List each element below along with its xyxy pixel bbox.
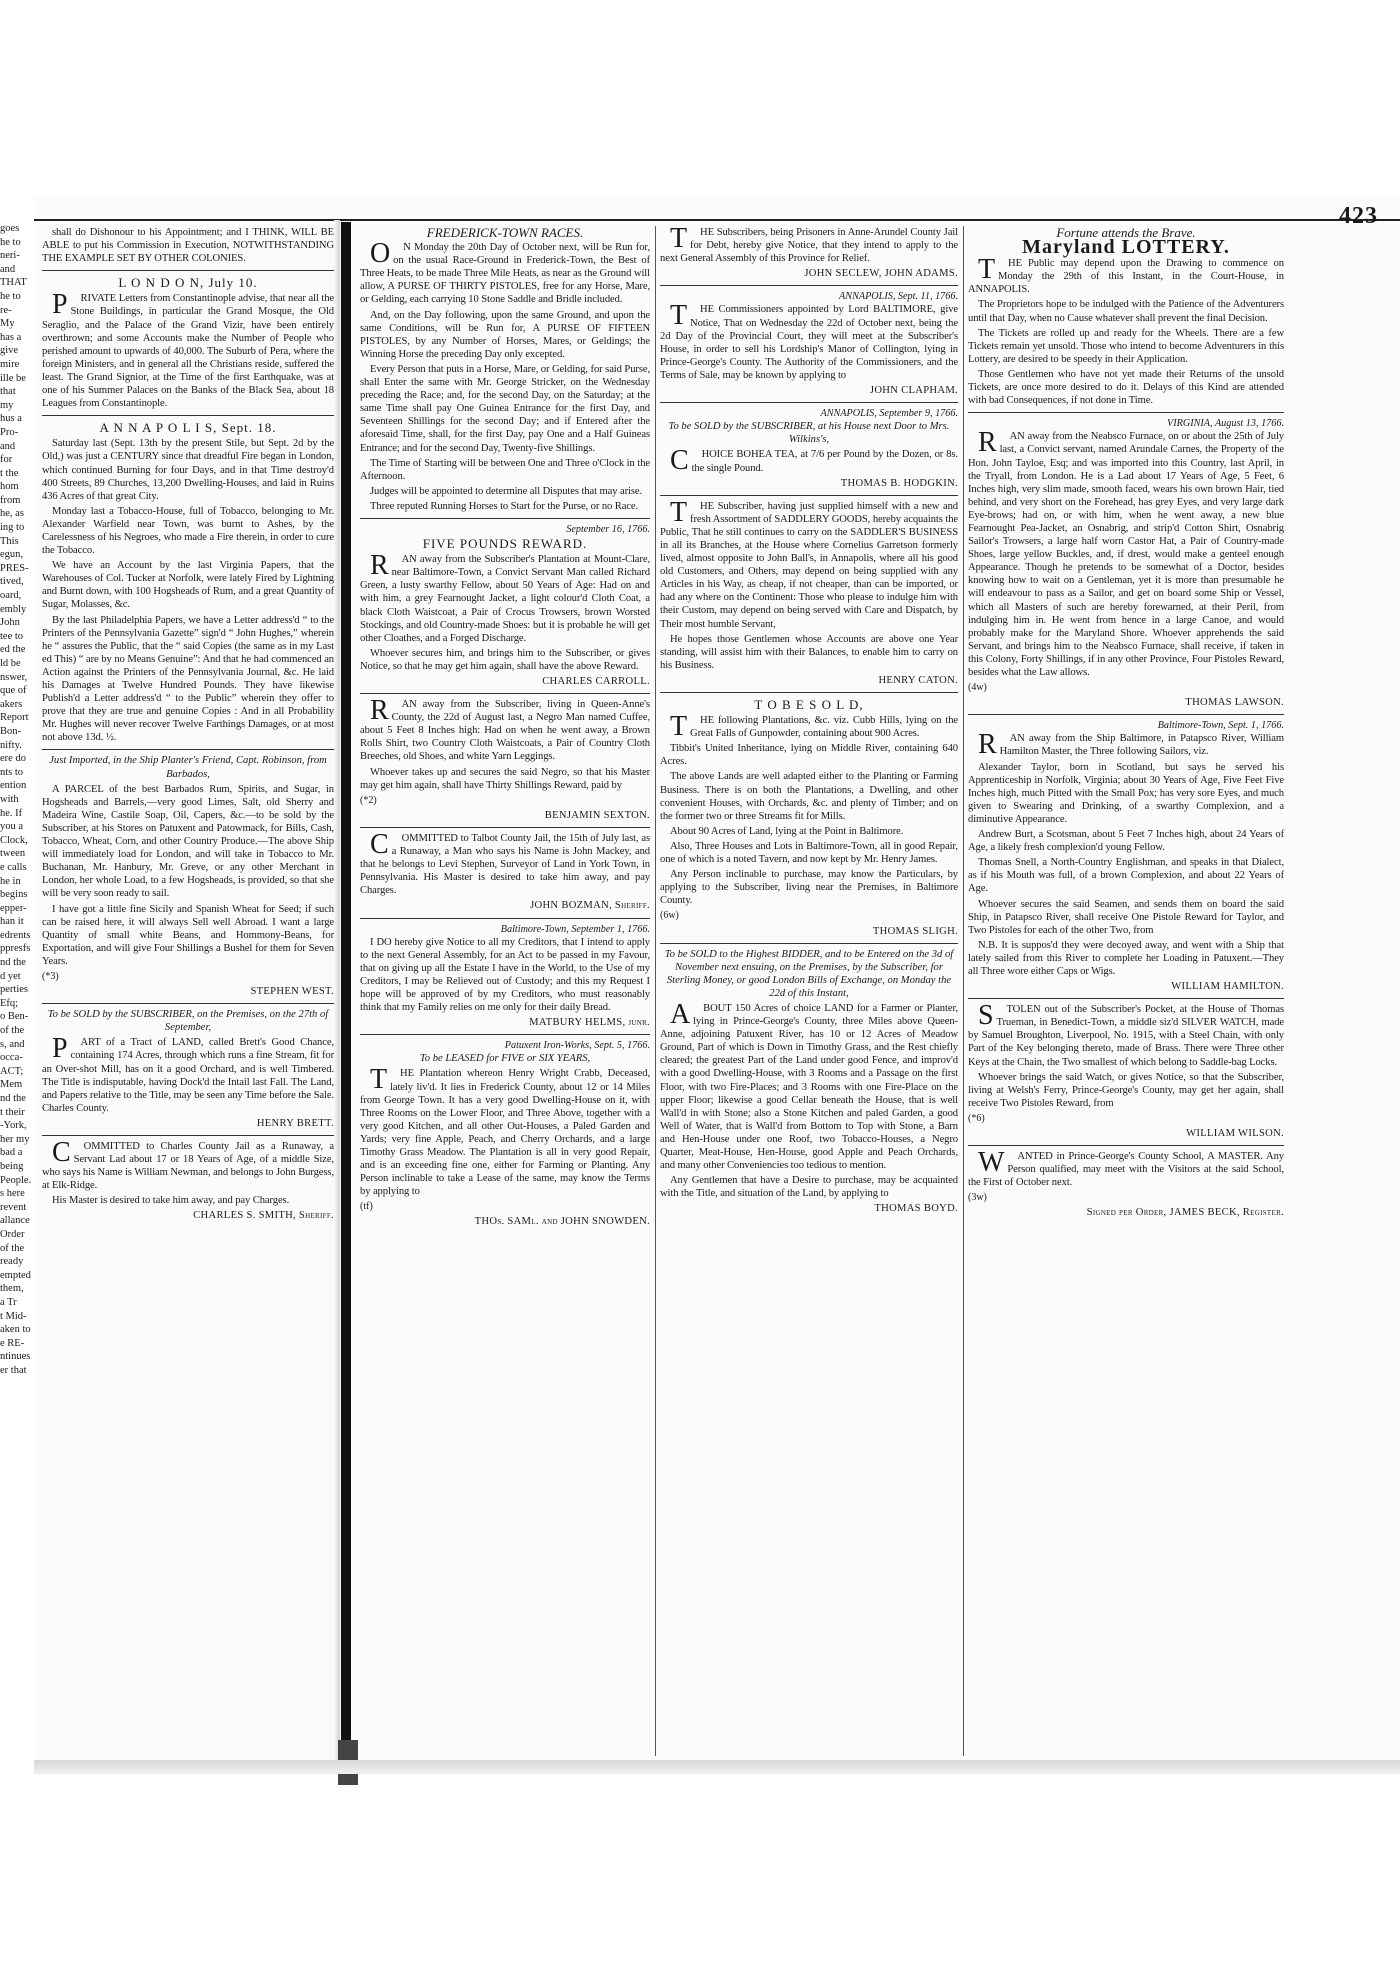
left-fragment-line: that [0,386,16,398]
left-fragment-line: ere do [0,753,26,765]
article-paragraph: Whoever secures the said Seamen, and sends them on board the said Ship, in Patapsco River, shall receive One Pistole Reward for Taylor, and Two Pistoles for each of the other Two, from [968,898,1284,936]
article [968,412,1284,709]
insertion-mark: (3w) [968,1192,987,1204]
article [968,714,1284,993]
article-paragraph: Judges will be appointed to determine all Disputes that may arise. [370,485,643,497]
article [360,1034,650,1228]
left-fragment-line: Clock, [0,834,28,846]
left-fragment-line: ready [0,1256,24,1268]
article-signature: Signed per Order, JAMES BECK, Register. [1086,1207,1284,1219]
article [660,402,958,490]
article-paragraph: COMMITTED to Talbot County Jail, the 15th of July last, as a Runaway, a Man who says his Name is John Mackey, and that he belongs to Levi Stephen, Surveyor of Land in York Town, in Pennsylvania. His Master is desired to take him away, and pay Charges. [360,828,650,897]
left-fragment-line: er that [0,1364,27,1376]
left-fragment-line: t their [0,1106,25,1118]
article-paragraph: COMMITTED to Charles County Jail as a Runaway, a Servant Lad about 17 or 18 Years of Age, of a middle Size, who says his Name is William Newman, and belongs to John Burgess, at Elk-Ridge. [42,1137,334,1192]
left-fragment-line: Order [0,1228,25,1240]
article-paragraph: He hopes those Gentlemen whose Accounts are above one Year standing, will assist him with their Balances, to enable him to carry on his Business. [660,633,958,671]
article-signature: BENJAMIN SEXTON. [544,809,650,821]
article-heading: L O N D O N, July 10. [118,275,258,291]
article-paragraph: The Proprietors hope to be indulged with the Patience of the Adventurers until that Day, when no Cause whatever shall prevent the final Decision. [968,299,1284,324]
left-fragment-line: neri- [0,250,20,262]
left-fragment-line: embly [0,603,27,615]
binding-gutter [341,222,351,1767]
left-fragment-line: Efq; [0,997,19,1009]
left-fragment-line: o Ben- [0,1011,29,1023]
left-fragment-line: This [0,535,19,547]
left-fragment-line: s, and [0,1038,25,1050]
left-fragment-line: Mem [0,1079,23,1091]
article-subheading: To be SOLD to the Highest BIDDER, and to be Entered on the 3d of November next ensuing, on the Premises, by the Subscriber, for Sterling Money, or good London Bills of Exchange, on Monday the 22d of this Instant, [664,948,954,999]
article-paragraph: THE Plantation whereon Henry Wright Crabb, Deceased, lately liv'd. It lies in Frederick County, about 12 or 14 Miles from George Town. It has a very good Dwelling-House on it, with Three Rooms on the Lower Floor, and Three Above, together with a very good Kitchen, and all other Out-Houses, a Paled Garden and Yards; very fine Apple, Peach, and Cherry Orchards, and a large Timothy Grass Meadow. The Plantation is all in very good Repair, and is an exceeding fine one, either for Farming or Planting. Any Person inclinable to take a Lease of the same, may know the Terms by applying to [360,1064,650,1198]
left-fragment-line: empted [0,1269,31,1281]
left-fragment-line: for [0,454,13,466]
left-fragment-line: que of [0,685,27,697]
left-fragment-line: from [0,494,21,506]
insertion-mark: (*6) [968,1112,985,1124]
left-fragment-line: he, as [0,508,24,520]
left-fragment-line: e RE- [0,1337,25,1349]
left-fragment-line: aken to [0,1324,31,1336]
insertion-mark: (4w) [968,682,987,694]
left-fragment-line: nts to [0,766,24,778]
article-dateline: ANNAPOLIS, Sept. 11, 1766. [839,291,958,303]
left-fragment-line: nd the [0,957,26,969]
article-paragraph: I have got a little fine Sicily and Spanish Wheat for Seed; if such can be raised here, it will always Sell well Abroad. I want a large Quantity of small white Beans, and Hommony-Beans, for Exportation, and will give Four Shillings a Bushel for them for Seven Years. [42,903,334,967]
article-paragraph: THE following Plantations, &c. viz. Cubb Hills, lying on the Great Falls of Gunpowder, containing about 900 Acres. [670,711,958,743]
article [968,226,1284,407]
article-paragraph: Three reputed Running Horses to Start for the Purse, or no Race. [370,500,639,512]
article [42,1003,334,1130]
left-fragment-line: John [0,617,20,629]
left-fragment-line: has a [0,331,22,343]
article-paragraph: Every Person that puts in a Horse, Mare, or Gelding, for said Purse, shall Enter the same with Mr. George Stricker, on the Wednesday preceding the Race; and, for the second Day, on the Saturday; at the same Time shall pay One Guinea Entrance for the first Day, and Seventeen Shillings for the second Day; and if Entered after the aforesaid Time, shall, for the first Day, pay One and a Half Guineas Entrance; and for the second Day, Twenty-five Shillings. [360,363,650,454]
insertion-mark: (tf) [360,1201,373,1213]
article-paragraph: RAN away from the Neabsco Furnace, on or about the 25th of July last, a Convict servant, named Arundale Carnes, the Property of the Hon. John Tayloe, Esq; and was imported into this Country, last April, in the Tryall, from London. He is a Lad about 17 Years of Age, 5 Feet, 6 Inches high, very slim made, smooth faced, wears his own brown Hair, tied behind, and very short on the Forehead, has grey Eyes, and very large dark Eye-brows; had on, or with him, when he went away, a new blue Fearnought Pea-Jacket, an Osnabrig, and strip'd Cotton Shirt, Osnabrig Sailor's Trowsers, a large half worn Castor Hat, a Pair of Country-made Shoes, large yellow Buckles, and, if drest, would make a genteel enough Appearance. Though he pretends to be somewhat of a Doctor, besides knowing how to wait on a Gentleman, yet it is more than presumable he will endeavour to pass as a Sailor, and get on board some Ship or Vessel, which all Masters of such are hereby forewarned, at their Peril, from indulging him in. He went from hence in a large Canoe, and would probably make for the Maryland Shore. Whoever apprehends the said Servant, and brings him to the Neabsco Furnace, shall receive, if taken in this Colony, Forty Shillings, if in any other Province, Four Pistoles Reward, besides what the Law allows. [968,427,1284,678]
column-rule [655,226,656,1756]
column-rule [963,226,964,1756]
article-paragraph: Saturday last (Sept. 13th by the present Stile, but Sept. 2d by the Old,) was just a CENTURY since that dreadful Fire began in London, which continued Burning for four Days, and in that Time destroy'd 400 Streets, 89 Churches, 13,200 Dwelling-Houses, and laid in Ruins 436 Acres of that great City. [42,438,334,502]
left-fragment-line: of the [0,1242,25,1254]
left-fragment-line: and [0,440,16,452]
insertion-mark: (*2) [360,794,377,806]
article [360,226,650,513]
left-fragment-line: them, [0,1283,24,1295]
left-fragment-line: ld be [0,658,21,669]
article [42,270,334,410]
left-fragment-line: ACT; [0,1065,24,1077]
left-fragment-line: -York, [0,1120,27,1132]
article [360,693,650,822]
left-fragment-line: edrents [0,929,31,941]
article-paragraph: Monday last a Tobacco-House, full of Tobacco, belonging to Mr. Alexander Warfield near Town, was burnt to Ashes, by the Carelessness of his Negroes, who made a Fire therein, in order to cure the Tobacco. [42,505,334,557]
left-fragment-line: ention [0,780,27,792]
article-title: FREDERICK-TOWN RACES. [426,225,584,240]
article-paragraph: RAN away from the Subscriber's Plantation at Mount-Clare, near Baltimore-Town, a Convict Servant Man called Richard Green, a lusty swarthy Fellow, about 50 Years of Age: Had on and with him, a grey Fearnought Jacket, a light colour'd Cloth Coat, a black Cloth Waistcoat, a Pair of Crocus Trowsers, brown Worsted Stockings, and old Country-made Shoes: but it is probable he will get other Cloathes, and a Forged Discharge. [360,550,650,644]
article [660,495,958,687]
article-signature: THOs. SAMl. and JOHN SNOWDEN. [474,1216,650,1228]
article-paragraph: PART of a Tract of LAND, called Brett's Good Chance, containing 174 Acres, through which runs a fine Stream, fit for an Over-shot Mill, has on it a good Orchard, and is well Timbered. The Title is indisputable, having Dock'd the Intail last Fall. The Land, and Papers relative to the Title, may be seen any Time before the Sale. Charles County. [42,1033,334,1114]
article-paragraph: Thomas Snell, a North-Country Englishman, and speaks in that Dialect, as if his Mouth was full, of a brown Complexion, and about 22 Years of Age. [968,857,1284,895]
left-fragment-line: my [0,399,14,411]
left-fragment-line: and [0,263,16,275]
article-signature: THOMAS LAWSON. [1185,697,1284,709]
article-signature: MATBURY HELMS, junr. [529,1017,650,1029]
article-paragraph: Those Gentlemen who have not yet made their Returns of the unsold Tickets, are once more desired to do it. Delays of this Kind are attended with bad Consequences, if not done in Time. [968,368,1284,407]
left-fragment-line: nswer, [0,671,28,683]
article-paragraph: CHOICE BOHEA TEA, at 7/6 per Pound by the Dozen, or 8s. the single Pound. [670,445,958,477]
gutter-shadow [334,220,340,1770]
article-paragraph: THE Commissioners appointed by Lord BALTIMORE, give Notice, That on Wednesday the 22d of October next, being the 2d Day of the Provincial Court, they will meet at the Subscriber's House, in order to sell his Lordship's Manor of Collington, lying in Prince-George's County. The Authority of the Commissioners, and the Terms of Sale, may be known by applying to [660,300,958,381]
left-fragment-line: oard, [0,590,22,602]
article [660,943,958,1216]
left-fragment-line: mire [0,358,20,370]
article-dateline: Baltimore-Town, September 1, 1766. [500,923,650,935]
article-signature: STEPHEN WEST. [250,986,334,998]
article-subheading: To be SOLD by the SUBSCRIBER, at his House next Door to Mrs. Wilkins's, [668,421,950,446]
left-fragment-line: tween [0,848,26,860]
article-paragraph: Alexander Taylor, born in Scotland, but says he served his Apprenticeship in Norfolk, Virginia; about 30 Years of Age, Five Feet Five Inches high, much Pitted with the Small Pox; has very sore Eyes, and much given to Swearing and Drinking, of a swarthy Complexion, and a diminutive Appearance. [968,761,1284,825]
article-signature: CHARLES S. SMITH, Sheriff. [193,1210,334,1222]
article-paragraph: N.B. It is suppos'd they were decoyed away, and went with a Ship that lately sailed from this River to complete her Loading in Patuxent.—They all Three wore either Caps or Wigs. [968,939,1284,977]
column-2 [360,226,650,1232]
left-fragment-line: e calls [0,861,27,873]
article-signature: WILLIAM HAMILTON. [1171,981,1284,993]
article [660,223,958,280]
article-title: Fortune attends the Brave. [1056,225,1196,240]
header-rule [34,219,1400,221]
left-fragment-line: ing to [0,522,25,534]
article-subheading: To be LEASED for FIVE or SIX YEARS, [419,1053,591,1065]
left-fragment-line: PRES- [0,562,29,574]
article-signature: THOMAS B. HODGKIN. [840,477,958,489]
left-fragment-line: revent [0,1201,27,1213]
article-paragraph: PRIVATE Letters from Constantinople advise, that near all the Stone Buildings, in particular the Grand Mosque, the Old Seraglio, and the Palace of the Grand Vizir, have been entirely overthrown; and some Accounts make the Number of People who perished amount to upwards of 40,000. The Suburb of Pera, where the foreign Ministers, and in general all the Christians reside, suffered the least. The Grand Signior, at the Time of the first Earthquake, was at one of his Summer Palaces on the Banks of the Black Sea, about 18 Leagues from Constantinople. [42,289,334,410]
page-number: 423 [1339,203,1378,229]
left-fragment-line: egun, [0,549,24,561]
article-signature: CHARLES CARROLL. [542,676,650,687]
left-fragment-line: akers [0,698,23,710]
left-fragment-line: tived, [0,576,24,588]
article-paragraph: WANTED in Prince-George's County School, A MASTER. Any Person qualified, may meet with the Visitors at the said School, the First of October next. [968,1147,1284,1189]
article [968,998,1284,1140]
left-fragment-line: hus a [0,413,22,425]
left-fragment-line: s here [0,1188,25,1200]
article-signature: WILLIAM WILSON. [1186,1128,1284,1139]
article-paragraph: About 90 Acres of Land, lying at the Point in Baltimore. [670,825,904,837]
article-paragraph: And, on the Day following, upon the same Ground, and upon the same Conditions, will be Run for, A PURSE OF FIFTEEN PISTOLES, by any Number of Horses, Mares, or Geldings; the Winning Horse the preceding Day only excepted. [360,309,650,360]
article-paragraph: Tibbit's United Inheritance, lying on Middle River, containing 640 Acres. [660,743,958,768]
article-paragraph: Any Gentlemen that have a Desire to purchase, may be acquainted with the Title, and situation of the Land, by applying to [660,1175,958,1200]
article-dateline: September 16, 1766. [566,523,650,535]
article-signature: THOMAS BOYD. [874,1203,958,1215]
article-paragraph: His Master is desired to take him away, and pay Charges. [52,1195,290,1207]
article [42,415,334,744]
column-4 [968,226,1284,1223]
left-fragment-line: he to [0,236,21,248]
left-fragment-line: goes [0,223,20,234]
article-heading: T O B E S O L D, [754,697,864,712]
left-fragment-line: t the [0,467,19,479]
article [360,918,650,1030]
article-paragraph: THE Public may depend upon the Drawing to commence on Monday the 29th of this Instant, in the Court-House, in ANNAPOLIS. [968,254,1284,296]
article-paragraph: We have an Account by the last Virginia Papers, that the Warehouses of Col. Tucker at Norfolk, were lately Fired by Lightning and Burnt down, with 100 Hogsheads of Rum, and a great Quantity of Sugar, Molasses, &c. [42,560,334,611]
left-fragment-line: ntinues [0,1351,31,1363]
left-fragment-line: he. If [0,807,23,819]
article-heading: Maryland LOTTERY. [1022,236,1230,259]
page-bottom-edge [34,1760,1400,1774]
article-paragraph: Also, Three Houses and Lots in Baltimore-Town, all in good Repair, one of which is a noted Tavern, and now kept by Mr. Henry James. [660,840,958,866]
left-fragment-line: he to [0,290,21,302]
article-paragraph: The above Lands are well adapted either to the Planting or Farming Business. There is on both the Plantations, a Dwelling, and other convenient Houses, with Orchards, &c. and plenty of Timber; and on the former two or three Streams fit for Mills. [660,771,958,822]
column-1 [42,226,334,1226]
article-signature: JOHN BOZMAN, Sheriff. [530,900,650,912]
article-dateline: Baltimore-Town, Sept. 1, 1766. [1157,720,1284,732]
left-fragment-line: Bon- [0,725,21,737]
article-signature: JOHN SECLEW, JOHN ADAMS. [804,268,958,280]
article [360,827,650,913]
left-fragment-line: han it [0,916,24,928]
left-fragment-line: People. [0,1174,32,1186]
left-fragment-line: My [0,318,15,330]
article-paragraph: A PARCEL of the best Barbados Rum, Spirits, and Sugar, in Hogsheads and Barrels,—very good Limes, Salt, old Sherry and Madeira Wine, Castile Soap, Oil, Capers, &c.—to be sold by the Subscriber, at his Stores on Patuxent and Patowmack, for Bills, Cash, Tobacco, Wheat, Corn, and other Country Produce.—The above Ship will immediately load for London, and will take in Tobacco to Mr. Buchanan, Mr. Hanbury, Mr. Greve, or any other Merchant in London, her whole Load, to a few Hogsheads, is provided, so that she will be very soon ready to sail. [42,783,334,900]
left-fragment-line: being [0,1160,24,1172]
article [660,692,958,938]
left-fragment-line: begins [0,889,28,901]
article-paragraph: Andrew Burt, a Scotsman, about 5 Feet 7 Inches high, about 24 Years of Age, a likely fresh complexion'd young Fellow. [968,829,1284,854]
article-paragraph: ON Monday the 20th Day of October next, will be Run for, on the usual Race-Ground in Frederick-Town, the Best of Three Heats, to be made Three Mile Heats, as near as the Ground will allow, A PURSE OF THIRTY PISTOLES, free for any Horse, Mare, or Gelding, each carrying 10 Stone Saddle and Bridle included. [360,238,650,306]
left-fragment-line: d yet [0,970,21,982]
left-fragment-line: her my [0,1133,30,1145]
article [42,1135,334,1223]
left-fragment-line: hom [0,481,19,493]
article-paragraph: THE Subscribers, being Prisoners in Anne-Arundel County Jail for Debt, hereby give Notice, that they intend to apply to the next General Assembly of this Province for Relief. [660,223,958,265]
left-fragment-line: you a [0,821,24,833]
left-fragment-line: ille be [0,372,26,384]
article-signature: THOMAS SLIGH. [872,925,958,937]
article-paragraph: The Tickets are rolled up and ready for the Wheels. There are a few Tickets remain yet unsold. Those who intend to become Adventurers in this Lottery, are desired to be speedy in their Application. [968,327,1284,365]
left-fragment-line: epper- [0,902,27,914]
left-fragment-line: THAT [0,277,27,289]
article [660,285,958,397]
article-paragraph: I DO hereby give Notice to all my Creditors, that I intend to apply to the next General Assembly, for an Act to be passed in my Favour, that on giving up all the Estate I have in the World, to the Use of my Creditors, I may be Relieved out of Custody; and this my Request I hope will be approved of by my Creditors, who must reasonably think that my Family relies on me only for their daily Bread. [360,936,650,1014]
article-signature: JOHN CLAPHAM. [869,385,958,397]
left-fragment-line: give [0,345,19,357]
left-fragment-line: ppresfs [0,943,31,955]
left-fragment-line: allance [0,1215,30,1227]
article-signature: HENRY CATON. [878,674,958,686]
left-fragment-line: Pro- [0,426,19,438]
left-fragment-line: nifty. [0,739,22,751]
left-page-fragment [0,222,38,1722]
article-paragraph: Whoever secures him, and brings him to the Subscriber, or gives Notice, so that he may get him again, shall have the above Reward. [360,647,650,672]
left-fragment-line: a Tr [0,1296,17,1308]
left-fragment-line: tee to [0,630,24,642]
article-paragraph: RAN away from the Ship Baltimore, in Patapsco River, William Hamilton Master, the Three following Sailors, viz. [978,729,1284,761]
insertion-mark: (6w) [660,910,679,922]
insertion-mark: (*3) [42,970,59,982]
article [42,749,334,998]
article-subheading: To be SOLD by the SUBSCRIBER, on the Premises, on the 27th of September, [47,1009,329,1034]
left-fragment-line: t Mid- [0,1310,27,1322]
article-paragraph: Any Person inclinable to purchase, may know the Particulars, by applying to the Subscriber, living near the Premises, in Baltimore County. [660,869,958,907]
left-fragment-line: occa- [0,1052,23,1064]
article-paragraph: shall do Dishonour to his Appointment; and I THINK, WILL BE ABLE to put his Commission in Execution, NOTWITHSTANDING THE EXAMPLE SET BY OTHER COLONIES. [42,227,334,265]
article-subheading: Just Imported, in the Ship Planter's Friend, Capt. Robinson, from Barbados, [49,755,327,780]
left-fragment-line: nd the [0,1093,26,1104]
article-paragraph: By the last Philadelphia Papers, we have a Letter address'd “ to the Printers of the Pennsylvania Gazette” sign'd “ John Hughes,” wherein he “ assures the Public, that the “ said Copies (the same as in my Last ed This) “ are by no Means Genuine”: And that he had commenced an Action against the Printers of the Pennsylvania Journal, &c. He laid his Damages at Twelve Hundred Pounds. They have likewise Publish'd a Letter address'd “ to the Public” wherein they offer to prove that they are true and genuine Copies : And in all Probability Mr. Hughes will never recover Twelve Farthings Damages, or at most not above 13d. ½. [42,614,334,744]
left-fragment-line: ed the [0,644,26,656]
article [42,226,334,265]
article-paragraph: RAN away from the Subscriber, living in Queen-Anne's County, the 22d of August last, a Negro Man named Cuffee, about 5 Feet 8 Inches high: Had on when he went away, a Brown Rolls Shirt, two Country Cloth Waistcoats, a Pair of Country Cloth Breeches, old Shoes, and white Yarn Leggings. [360,695,650,763]
article-paragraph: The Time of Starting will be between One and Three o'Clock in the Afternoon. [360,457,650,482]
article [968,1145,1284,1219]
article [360,518,650,688]
article-paragraph: THE Subscriber, having just supplied himself with a new and fresh Assortment of SADDLERY GOODS, hereby acquaints the Public, That he still continues to carry on the SADDLER'S BUSINESS in all its Branches, at the House where Cornelius Garretson formerly lived, almost opposite to John Ball's, in Annapolis, where all his good old Customers, and Others, may depend on being supplied with any Articles in his Way, as cheap, if not cheaper, than can be imported, or had any where on the Continent: Those who please to indulge him with their Custom, may depend on being served with Care and Dispatch, by Their most humble Servant, [660,496,958,630]
column-3 [660,223,958,1218]
article-heading: A N N A P O L I S, Sept. 18. [99,420,277,436]
article-paragraph: Whoever takes up and secures the said Negro, so that his Master may get him again, shall have Thirty Shillings Reward, paid by [360,766,650,791]
article-dateline: ANNAPOLIS, September 9, 1766. [820,408,958,420]
left-fragment-line: re- [0,304,12,316]
left-fragment-line: with [0,793,19,805]
article-dateline: Patuxent Iron-Works, Sept. 5, 1766. [504,1040,650,1052]
left-fragment-line: bad a [0,1147,23,1159]
left-fragment-line: Report [0,712,29,724]
article-dateline: VIRGINIA, August 13, 1766. [1167,418,1284,430]
left-fragment-line: perties [0,984,28,996]
left-fragment-line: of the [0,1025,25,1037]
article-heading: FIVE POUNDS REWARD. [422,536,588,552]
left-fragment-line: he in [0,875,21,887]
article-paragraph: ABOUT 150 Acres of choice LAND for a Farmer or Planter, lying in Prince-George's County, three Miles above Queen-Anne, adjoining Patuxent River, has 10 or 12 Acres of Meadow Ground, Part of which is Down in Timothy Grass, and the Rest chiefly cleared; the greatest Part of the Land under good Fence, and improv'd with a good Dwelling-House, with 3 Rooms and a Passage on the first Floor, with two Fire-Places; and 3 Rooms with one Fire-Place on the upper Floor; likewise a good Cellar beneath the House, that is well Wall'd in with Stone; also a Stone Kitchen and paled Garden, a good Well of Water, that is Wall'd from Bottom to Top with Stone, a Barn and Hen-House under one Roof, two Tobacco-Houses, a Negro Quarter, Meat-House, Hen-House, good Apple and Peach Orchards, and many other Conveniencies too tedious to mention. [660,998,958,1172]
article-paragraph: STOLEN out of the Subscriber's Pocket, at the House of Thomas Trueman, in Benedict-Town, a middle siz'd SILVER WATCH, made by Samuel Broughton, Liverpool, No. 1915, with a Steel Chain, with only Part of the Key belonging thereto, made of Brass. There were Three other Keys at the Chain, the Two smallest of which belong to Saddle-bag Locks. [968,1000,1284,1068]
article-signature: HENRY BRETT. [256,1117,334,1129]
article-paragraph: Whoever brings the said Watch, or gives Notice, so that the Subscriber, living at Welsh's Ferry, Prince-George's County, may get her again, shall receive Two Pistoles Reward, from [968,1071,1284,1109]
